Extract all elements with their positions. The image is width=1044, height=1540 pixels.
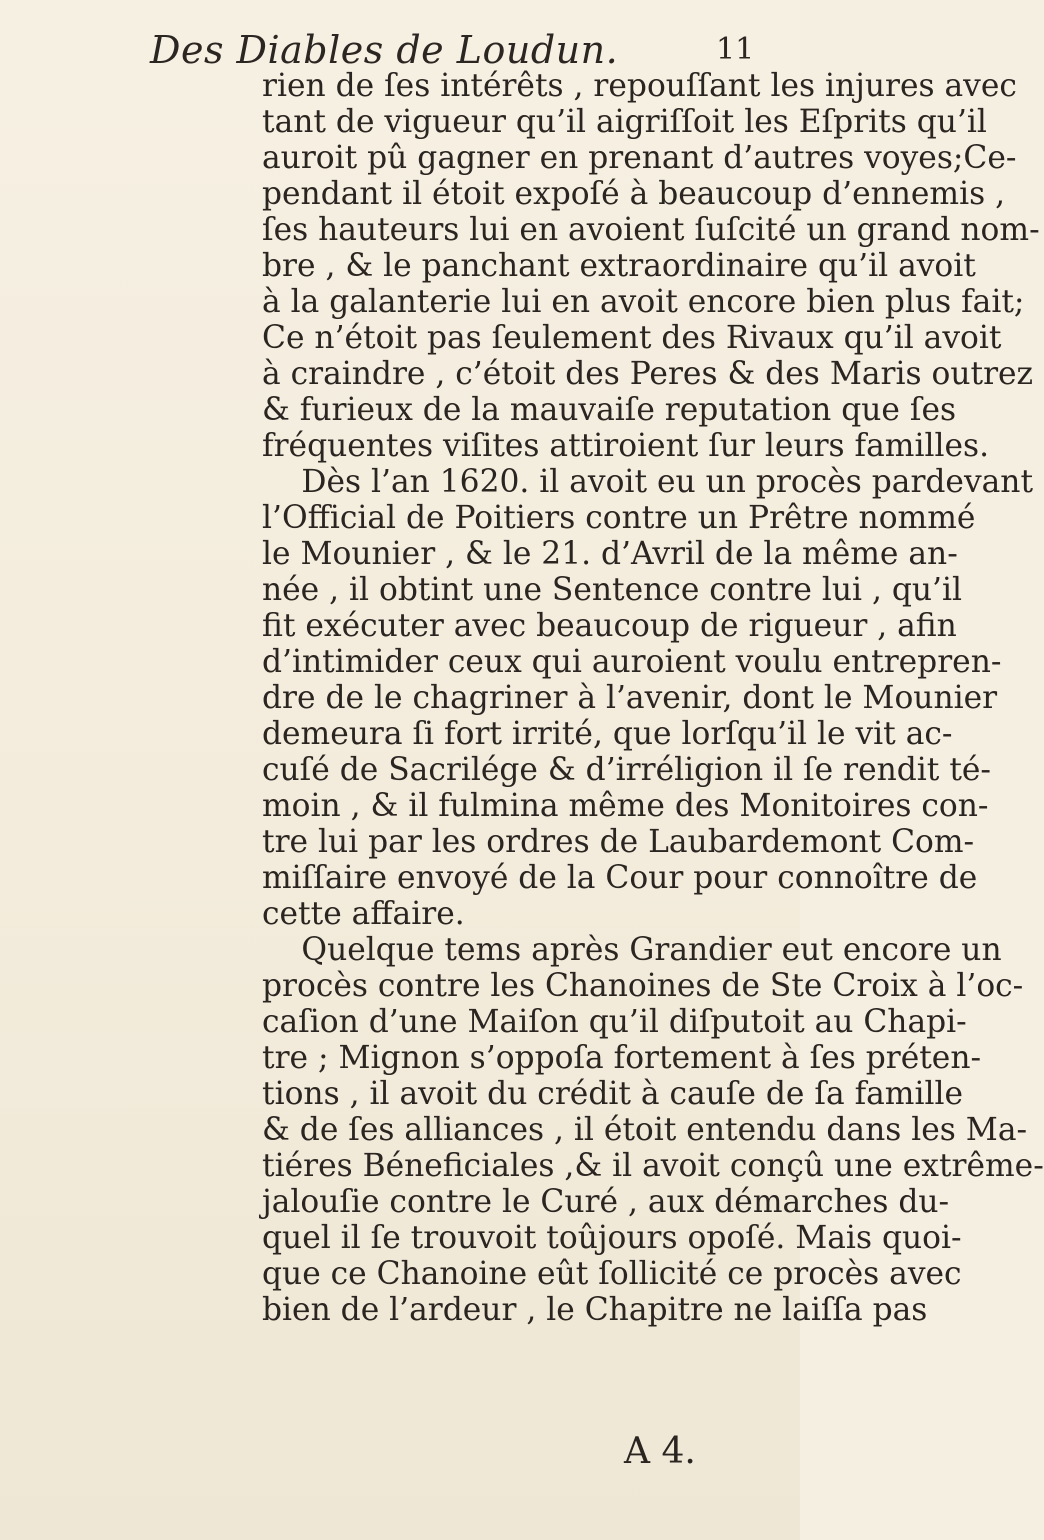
text-line: rien de ſes intérêts , repouſſant les injures avec — [262, 68, 1017, 105]
text-line: le Mounier , & le 21. d’Avril de la même an- — [262, 536, 958, 573]
text-line: & furieux de la mauvaiſe reputation que ſes — [262, 392, 957, 429]
text-line: à craindre , c’étoit des Peres & des Maris outrez — [262, 356, 1034, 393]
text-line: bien de l’ardeur , le Chapitre ne laiſſa pas — [262, 1292, 928, 1329]
text-line: fit exécuter avec beaucoup de rigueur , afin — [262, 608, 957, 645]
text-line: fréquentes viſites attiroient ſur leurs familles. — [262, 428, 990, 465]
text-line: née , il obtint une Sentence contre lui , qu’il — [262, 572, 963, 609]
text-line: que ce Chanoine eût ſollicité ce procès avec — [262, 1256, 962, 1293]
text-line: tions , il avoit du crédit à cauſe de ſa famille — [262, 1076, 964, 1113]
text-line: Quelque tems après Grandier eut encore un — [301, 932, 1002, 969]
page-number: 11 — [716, 32, 755, 67]
text-line: Dès l’an 1620. il avoit eu un procès pardevant — [301, 464, 1034, 501]
text-line: jalouſie contre le Curé , aux démarches du- — [262, 1184, 950, 1221]
text-line: dre de le chagriner à l’avenir, dont le Mounier — [262, 680, 998, 717]
text-line: tiéres Béneficiales ,& il avoit conçû une extrême- — [262, 1148, 1044, 1185]
text-line: tre lui par les ordres de Laubardemont Com- — [262, 824, 975, 861]
text-line: procès contre les Chanoines de Ste Croix à l’oc- — [262, 968, 1024, 1005]
text-line: ſes hauteurs lui en avoient ſuſcité un grand nom- — [262, 212, 1040, 249]
text-line: & de ſes alliances , il étoit entendu dans les Ma- — [262, 1112, 1028, 1149]
text-line: d’intimider ceux qui auroient voulu entrepren- — [262, 644, 1002, 681]
text-line: Ce n’étoit pas ſeulement des Rivaux qu’il avoit — [262, 320, 1002, 357]
text-line: quel il ſe trouvoit toûjours opoſé. Mais quoi- — [262, 1220, 962, 1257]
text-line: l’Official de Poitiers contre un Prêtre nommé — [262, 500, 976, 537]
text-line: auroit pû gagner en prenant d’autres voyes;Ce- — [262, 140, 1017, 177]
text-line: caſion d’une Maiſon qu’il diſputoit au Chapi- — [262, 1004, 967, 1041]
text-line: moin , & il fulmina même des Monitoires con- — [262, 788, 989, 825]
text-line: cuſé de Sacrilége & d’irréligion il ſe rendit té- — [262, 752, 992, 789]
text-line: à la galanterie lui en avoit encore bien plus fait; — [262, 284, 1025, 321]
running-title: Des Diables de Loudun. — [150, 28, 619, 72]
text-line: bre , & le panchant extraordinaire qu’il avoit — [262, 248, 976, 285]
body-text — [262, 68, 1044, 1329]
text-line: tant de vigueur qu’il aigriſſoit les Eſprits qu’il — [262, 104, 987, 141]
text-line: demeura ſi fort irrité, que lorſqu’il le vit ac- — [262, 716, 953, 753]
text-line: tre ; Mignon s’oppoſa fortement à ſes préten- — [262, 1040, 982, 1077]
signature-mark: A 4. — [624, 1431, 696, 1472]
text-line: cette affaire. — [262, 896, 465, 933]
text-line: miſſaire envoyé de la Cour pour connoître de — [262, 860, 978, 897]
text-line: pendant il étoit expoſé à beaucoup d’ennemis , — [262, 176, 1006, 213]
